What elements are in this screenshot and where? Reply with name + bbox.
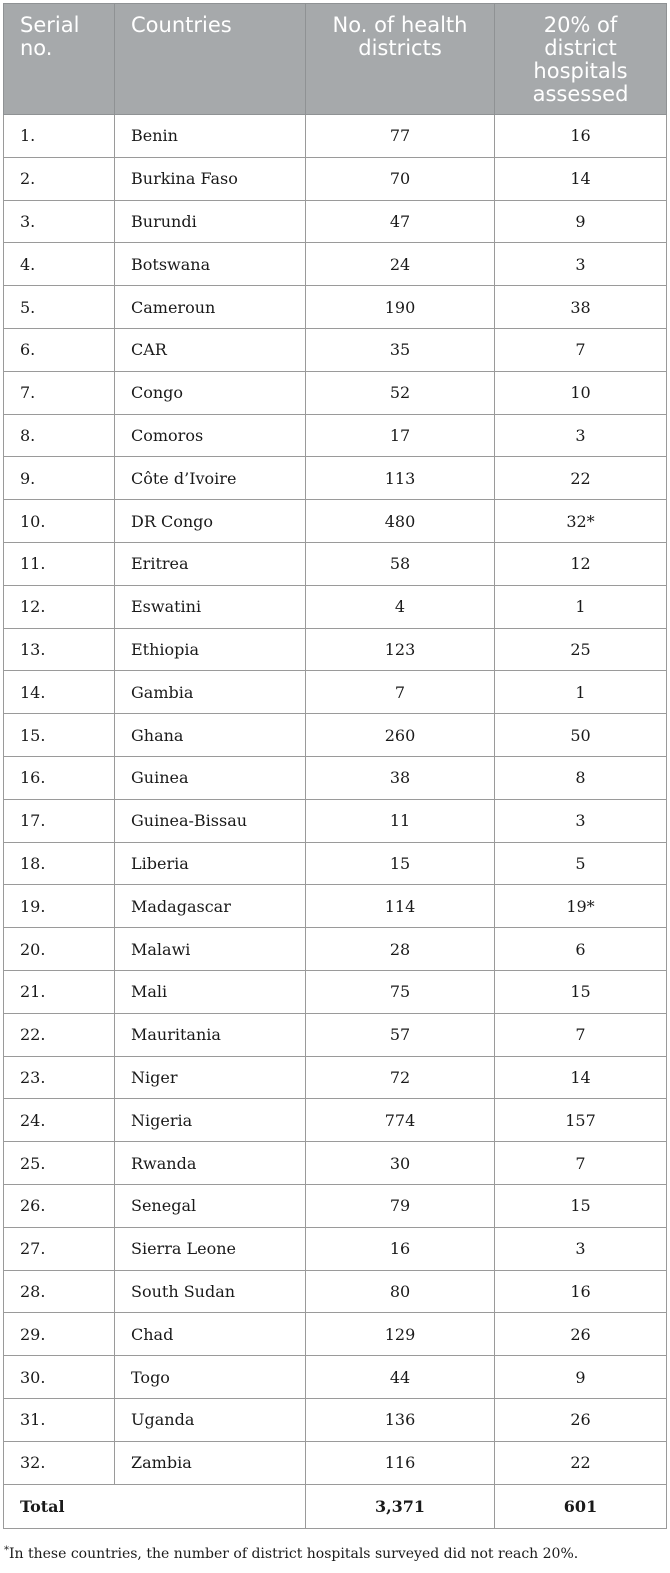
cell-serial-no: 12. — [4, 585, 115, 628]
cell-country: Eswatini — [115, 585, 306, 628]
cell-health-districts: 136 — [306, 1398, 495, 1441]
cell-hospitals-assessed: 38 — [495, 286, 667, 329]
cell-serial-no: 4. — [4, 243, 115, 286]
cell-hospitals-assessed: 1 — [495, 585, 667, 628]
table-row — [4, 928, 667, 971]
cell-health-districts: 79 — [306, 1184, 495, 1227]
cell-country: Madagascar — [115, 885, 306, 928]
cell-country: Zambia — [115, 1441, 306, 1484]
cell-health-districts: 113 — [306, 457, 495, 500]
cell-country: Cameroun — [115, 286, 306, 329]
header-serial-no: Serial no. — [4, 4, 115, 115]
cell-hospitals-assessed: 14 — [495, 1056, 667, 1099]
cell-hospitals-assessed: 157 — [495, 1099, 667, 1142]
table-body — [4, 115, 667, 1529]
cell-health-districts: 116 — [306, 1441, 495, 1484]
cell-hospitals-assessed: 7 — [495, 1142, 667, 1185]
table-row — [4, 243, 667, 286]
cell-health-districts: 52 — [306, 371, 495, 414]
cell-serial-no: 1. — [4, 115, 115, 158]
cell-hospitals-assessed: 15 — [495, 970, 667, 1013]
cell-hospitals-assessed: 7 — [495, 1013, 667, 1056]
table-row — [4, 542, 667, 585]
cell-hospitals-assessed: 22 — [495, 1441, 667, 1484]
cell-hospitals-assessed: 16 — [495, 115, 667, 158]
cell-health-districts: 57 — [306, 1013, 495, 1056]
cell-serial-no: 28. — [4, 1270, 115, 1313]
cell-health-districts: 190 — [306, 286, 495, 329]
cell-serial-no: 21. — [4, 970, 115, 1013]
table-row — [4, 970, 667, 1013]
cell-hospitals-assessed: 14 — [495, 157, 667, 200]
cell-hospitals-assessed: 3 — [495, 799, 667, 842]
cell-serial-no: 7. — [4, 371, 115, 414]
table-row — [4, 500, 667, 543]
total-health-districts: 3,371 — [306, 1484, 495, 1528]
table-row — [4, 1142, 667, 1185]
cell-health-districts: 15 — [306, 842, 495, 885]
cell-country: Burundi — [115, 200, 306, 243]
cell-health-districts: 17 — [306, 414, 495, 457]
cell-country: South Sudan — [115, 1270, 306, 1313]
cell-hospitals-assessed: 12 — [495, 542, 667, 585]
cell-country: Guinea-Bissau — [115, 799, 306, 842]
cell-country: Liberia — [115, 842, 306, 885]
table-row — [4, 328, 667, 371]
cell-country: Senegal — [115, 1184, 306, 1227]
cell-health-districts: 114 — [306, 885, 495, 928]
cell-serial-no: 16. — [4, 756, 115, 799]
cell-hospitals-assessed: 5 — [495, 842, 667, 885]
cell-health-districts: 774 — [306, 1099, 495, 1142]
cell-hospitals-assessed: 1 — [495, 671, 667, 714]
cell-health-districts: 24 — [306, 243, 495, 286]
cell-hospitals-assessed: 16 — [495, 1270, 667, 1313]
table-row — [4, 1313, 667, 1356]
cell-country: Chad — [115, 1313, 306, 1356]
table-header — [4, 4, 667, 115]
cell-serial-no: 15. — [4, 714, 115, 757]
cell-health-districts: 70 — [306, 157, 495, 200]
cell-health-districts: 75 — [306, 970, 495, 1013]
cell-hospitals-assessed: 3 — [495, 1227, 667, 1270]
cell-health-districts: 28 — [306, 928, 495, 971]
table-row — [4, 1270, 667, 1313]
cell-health-districts: 30 — [306, 1142, 495, 1185]
cell-serial-no: 10. — [4, 500, 115, 543]
table-row — [4, 1398, 667, 1441]
cell-country: Uganda — [115, 1398, 306, 1441]
cell-country: Mauritania — [115, 1013, 306, 1056]
table-row — [4, 457, 667, 500]
table-row — [4, 1227, 667, 1270]
cell-country: Ethiopia — [115, 628, 306, 671]
footnote-mark: * — [4, 1545, 9, 1556]
cell-health-districts: 77 — [306, 115, 495, 158]
table-row — [4, 799, 667, 842]
cell-serial-no: 32. — [4, 1441, 115, 1484]
cell-hospitals-assessed: 9 — [495, 200, 667, 243]
table-row — [4, 1184, 667, 1227]
cell-health-districts: 4 — [306, 585, 495, 628]
total-hospitals-assessed: 601 — [495, 1484, 667, 1528]
cell-health-districts: 35 — [306, 328, 495, 371]
cell-hospitals-assessed: 32* — [495, 500, 667, 543]
cell-country: Nigeria — [115, 1099, 306, 1142]
cell-serial-no: 8. — [4, 414, 115, 457]
table-row — [4, 885, 667, 928]
health-districts-table-container — [3, 3, 666, 1529]
footnote-text: In these countries, the number of district hospitals surveyed did not reach 20%. — [9, 1546, 579, 1562]
cell-health-districts: 38 — [306, 756, 495, 799]
header-countries: Countries — [115, 4, 306, 115]
table-footnote — [4, 1545, 578, 1562]
cell-country: Malawi — [115, 928, 306, 971]
cell-hospitals-assessed: 26 — [495, 1398, 667, 1441]
cell-serial-no: 18. — [4, 842, 115, 885]
cell-country: Togo — [115, 1356, 306, 1399]
table-row — [4, 414, 667, 457]
table-row — [4, 115, 667, 158]
cell-serial-no: 23. — [4, 1056, 115, 1099]
cell-serial-no: 9. — [4, 457, 115, 500]
cell-serial-no: 11. — [4, 542, 115, 585]
table-row — [4, 842, 667, 885]
cell-country: Rwanda — [115, 1142, 306, 1185]
cell-health-districts: 44 — [306, 1356, 495, 1399]
cell-serial-no: 27. — [4, 1227, 115, 1270]
cell-serial-no: 20. — [4, 928, 115, 971]
cell-country: Eritrea — [115, 542, 306, 585]
cell-hospitals-assessed: 50 — [495, 714, 667, 757]
cell-country: Niger — [115, 1056, 306, 1099]
cell-serial-no: 24. — [4, 1099, 115, 1142]
cell-serial-no: 14. — [4, 671, 115, 714]
cell-serial-no: 3. — [4, 200, 115, 243]
cell-country: Burkina Faso — [115, 157, 306, 200]
header-health-districts: No. of health districts — [306, 4, 495, 115]
table-row — [4, 1099, 667, 1142]
cell-hospitals-assessed: 10 — [495, 371, 667, 414]
cell-health-districts: 16 — [306, 1227, 495, 1270]
table-row — [4, 157, 667, 200]
cell-serial-no: 5. — [4, 286, 115, 329]
cell-country: Guinea — [115, 756, 306, 799]
cell-serial-no: 13. — [4, 628, 115, 671]
cell-hospitals-assessed: 25 — [495, 628, 667, 671]
cell-health-districts: 72 — [306, 1056, 495, 1099]
cell-country: CAR — [115, 328, 306, 371]
cell-serial-no: 2. — [4, 157, 115, 200]
cell-country: Benin — [115, 115, 306, 158]
table-row — [4, 286, 667, 329]
cell-hospitals-assessed: 7 — [495, 328, 667, 371]
cell-country: DR Congo — [115, 500, 306, 543]
cell-serial-no: 17. — [4, 799, 115, 842]
cell-hospitals-assessed: 26 — [495, 1313, 667, 1356]
cell-country: Botswana — [115, 243, 306, 286]
cell-serial-no: 29. — [4, 1313, 115, 1356]
table-row — [4, 1441, 667, 1484]
cell-health-districts: 47 — [306, 200, 495, 243]
cell-country: Congo — [115, 371, 306, 414]
cell-hospitals-assessed: 19* — [495, 885, 667, 928]
cell-hospitals-assessed: 3 — [495, 414, 667, 457]
cell-serial-no: 6. — [4, 328, 115, 371]
cell-country: Côte d’Ivoire — [115, 457, 306, 500]
cell-serial-no: 26. — [4, 1184, 115, 1227]
cell-hospitals-assessed: 3 — [495, 243, 667, 286]
cell-country: Gambia — [115, 671, 306, 714]
total-label: Total — [4, 1484, 306, 1528]
cell-country: Mali — [115, 970, 306, 1013]
table-row — [4, 371, 667, 414]
cell-serial-no: 25. — [4, 1142, 115, 1185]
cell-health-districts: 11 — [306, 799, 495, 842]
cell-health-districts: 123 — [306, 628, 495, 671]
cell-hospitals-assessed: 6 — [495, 928, 667, 971]
health-districts-table — [3, 3, 667, 1529]
cell-hospitals-assessed: 22 — [495, 457, 667, 500]
table-row — [4, 628, 667, 671]
cell-hospitals-assessed: 15 — [495, 1184, 667, 1227]
table-row — [4, 1356, 667, 1399]
cell-country: Comoros — [115, 414, 306, 457]
cell-serial-no: 31. — [4, 1398, 115, 1441]
table-row — [4, 756, 667, 799]
cell-country: Ghana — [115, 714, 306, 757]
header-hospitals-assessed: 20% of district hospitals assessed — [495, 4, 667, 115]
cell-serial-no: 30. — [4, 1356, 115, 1399]
table-row — [4, 1056, 667, 1099]
cell-serial-no: 19. — [4, 885, 115, 928]
cell-country: Sierra Leone — [115, 1227, 306, 1270]
table-row — [4, 1013, 667, 1056]
table-row — [4, 671, 667, 714]
cell-hospitals-assessed: 8 — [495, 756, 667, 799]
table-row — [4, 585, 667, 628]
cell-health-districts: 260 — [306, 714, 495, 757]
cell-hospitals-assessed: 9 — [495, 1356, 667, 1399]
cell-health-districts: 129 — [306, 1313, 495, 1356]
cell-health-districts: 58 — [306, 542, 495, 585]
header-row — [4, 4, 667, 115]
table-row — [4, 714, 667, 757]
table-row — [4, 200, 667, 243]
cell-health-districts: 480 — [306, 500, 495, 543]
cell-health-districts: 80 — [306, 1270, 495, 1313]
cell-serial-no: 22. — [4, 1013, 115, 1056]
cell-health-districts: 7 — [306, 671, 495, 714]
total-row — [4, 1484, 667, 1528]
